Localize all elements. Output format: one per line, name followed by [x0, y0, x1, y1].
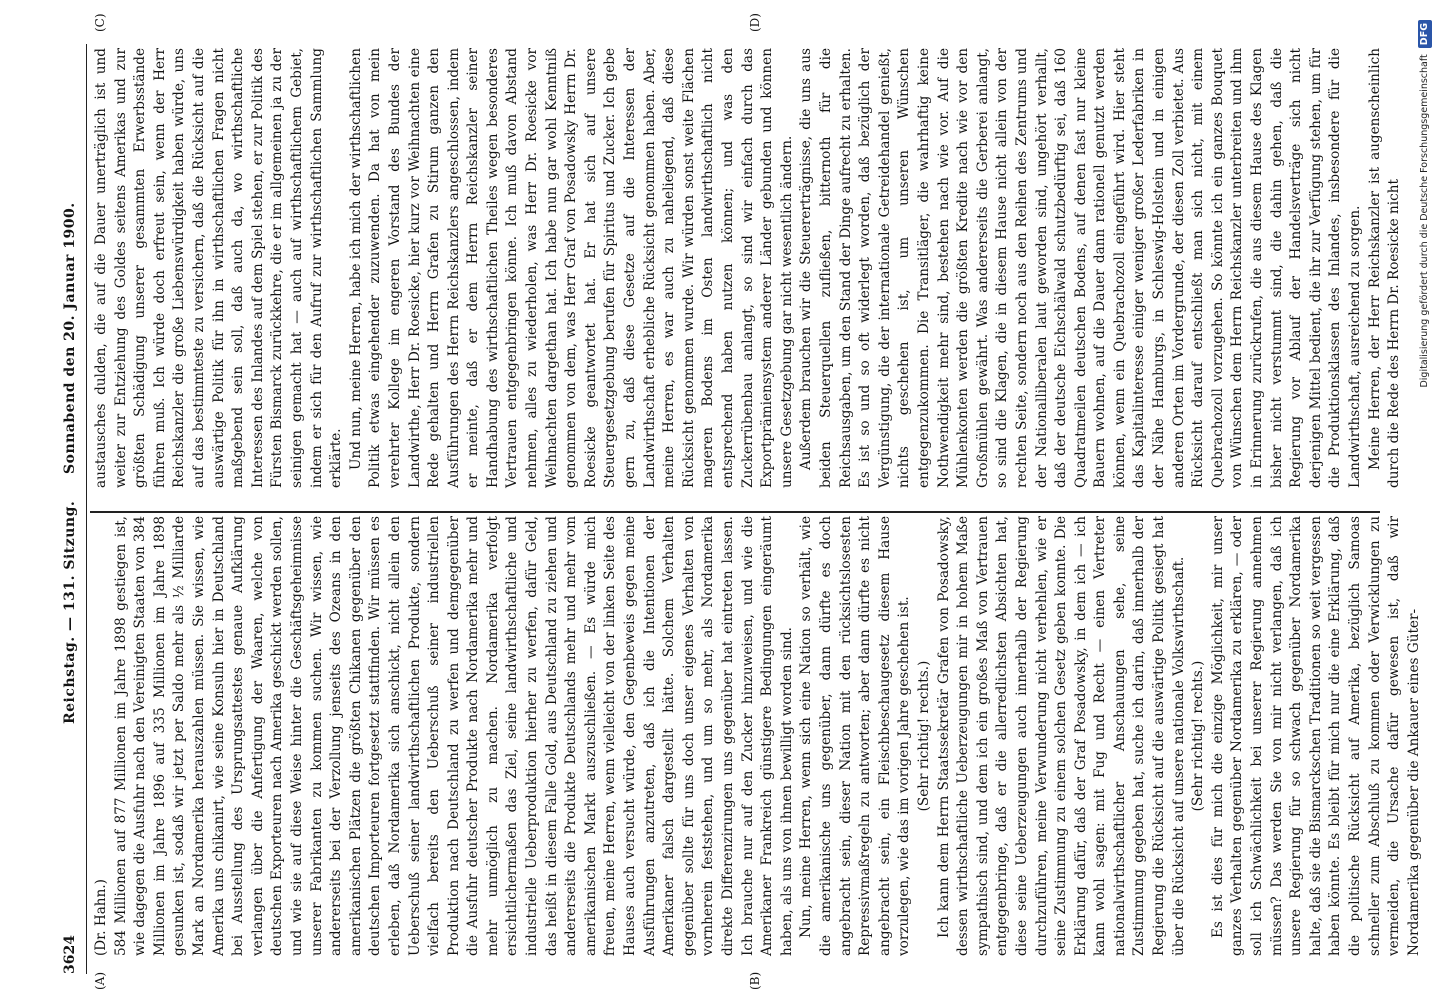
- page-header: [62, 34, 84, 974]
- session-title: Reichstag. — 131. Sitzung.: [62, 500, 78, 724]
- digitization-credit: [1418, 20, 1432, 900]
- paragraph: Außerdem brauchen wir die Steuererträgnisse, die uns aus beiden Steuerquellen zufließen, bitternoth für die Reichsausgaben, um den Stand der Dinge aufrecht zu erhalten. Es ist so und so oft widerlegt worden, daß bezüglich der Vergünstigung, die der internationale Getreidehandel genießt, nichts geschehen ist, um unseren Wünschen entgegenzukommen. Die Transitläger, die wahrhaftig keine Nothwendigkeit mehr sind, bestehen nach wie vor. Auf die Mühlenkonten werden die größten Kredite nach wie vor den Großmühlen gewährt. Was andererseits die Gerberei anlangt, so sind die Klagen, die in diesem Hause nicht allein von der rechten Seite, sondern noch aus den Reihen des Zentrums und der Nationalliberalen laut geworden sind, ungehört verhallt, daß der deutsche Eichschälwald schutzbedürftig sei, daß 160 Quadratmeilen deutschen Bodens, auf denen fast nur kleine Bauern wohnen, auf die Dauer dann rationell genutzt werden können, wenn ein Quebrachozoll eingeführt wird. Hier steht das Kapitalinteresse einiger weniger großer Lederfabriken in der Nähe Hamburgs, in Schleswig-Holstein und in einigen anderen Orten im Vordergrunde, der diesen Zoll verbietet. Aus Rücksicht darauf entschließt man sich nicht, mit einem Quebrachozoll vorzugehen. So könnte ich ein ganzes Bouquet von Wünschen dem Herrn Reichskanzler unterbreiten und ihm in Erinnerung zurückrufen, die aus diesem Hause des Klagen bisher nicht verstummt sind, die dahin gehen, daß die Regierung vor Ablauf der Handelsverträge sich nicht derjenigen Mittel bedient, die ihr zur Verfügung stehen, um für die Produktionsklassen des Inlandes, insbesondere für die Landwirthschaft, ausreichend zu sorgen.: [798, 48, 1363, 488]
- margin-label-d: (D): [748, 13, 762, 32]
- left-column: [92, 516, 1422, 956]
- interjection: (Sehr richtig! rechts.): [915, 660, 932, 812]
- page-number: 3624: [62, 935, 78, 974]
- speaker-label: (Dr. Hahn.): [93, 879, 109, 956]
- paragraph: Und nun, meine Herren, habe ich mich der wirthschaftlichen Politik etwas eingehender zuzuwenden. Da hat von mein verehrter Kollege im engeren Vorstand des Bundes der Landwirthe, Herr Dr. Roesicke, hier kurz vor Weihnachten eine Rede gehalten und Herrn Grafen zu Stirum ganzen den Ausführungen des Herrn Reichskanzlers angeschlossen, indem er meinte, daß er dem Herrn Reichskanzler seiner Handhabung des wirthschaftlichen Theiles wegen besonderes Vertrauen entgegenbringen könne. Ich muß davon Abstand nehmen, alles zu wiederholen, was Herr Dr. Roesicke vor Weihnachten dargethan hat. Ich habe nun gar wohl Kenntniß genommen von dem, was Herr Graf von Posadowsky Herrn Dr. Roesicke geantwortet hat. Er hat sich auf unsere Steuergesetzgebung berufen für Spiritus und Zucker. Ich gebe gern zu, daß diese Gesetze auf die Interessen der Landwirthschaft erhebliche Rücksicht genommen haben. Aber, meine Herren, es war auch zu naheliegend, daß diese Rücksicht genommen wurde. Wir würden sonst weite Flächen mageren Bodens im Osten landwirthschaftlich nicht entsprechend haben nutzen können; und was den Zuckerrübenbau anlangt, so sind wir einfach durch das Exportprämiensystem anderer Länder gebunden und können unsere Gesetzgebung gar nicht wesentlich ändern.: [347, 48, 795, 488]
- margin-label-c: (C): [93, 13, 107, 32]
- paragraph: 584 Millionen auf 877 Millionen im Jahre 1898 gestiegen ist, wie dagegen die Ausfuhr nach den Vereinigten Staaten von 384 Millionen im Jahre 1896 auf 335 Millionen im Jahre 1898 gesunken ist, sodaß wir jetzt per Saldo mehr als ½ Milliarde Mark an Nordamerika herauszahlen müssen. Sie wissen, wie Amerika uns chikanirt, wie seine Konsuln hier in Deutschland bei Ausstellung des Ursprungsattestes genaue Aufklärung verlangen über die Anfertigung der Waaren, welche von deutschen Exporteuren nach Amerika geschickt werden sollen, und wie sie auf diese Weise hinter die Geschäftsgeheimnisse unserer Fabrikanten zu kommen suchen. Wir wissen, wie andererseits bei der Verzollung jenseits des Ozeans in den amerikanischen Plätzen die größten Chikanen gegenüber den deutschen Importeuren fortgesetzt stattfinden. Wir müssen es erleben, daß Nordamerika sich anschickt, nicht allein den Ueberschuß seiner landwirthschaftlichen Produkte, sondern vielfach bereits den Ueberschuß seiner industriellen Produktion nach Deutschland zu werfen und demgegenüber die Ausfuhr deutscher Produkte nach Nordamerika mehr und mehr unmöglich zu machen. Nordamerika verfolgt ersichtlichermaßen das Ziel, seine landwirthschaftliche und industrielle Ueberproduktion hierher zu werfen, dafür Geld, das heißt in diesem Falle Gold, aus Deutschland zu ziehen und andererseits die Produkte Deutschlands mehr und mehr vom amerikanischen Markt auszuschließen. — Es würde mich freuen, meine Herren, wenn vielleicht von der linken Seite des Hauses auch versucht würde, den Gegenbeweis gegen meine Ausführungen anzutreten, daß ich die Intentionen der Amerikaner falsch dargestellt hätte. Solchem Verhalten gegenüber sollte für uns doch unser eigenes Verhalten von vornherein feststehen, und um so mehr, als Nordamerika direkte Differenzirungen uns gegenüber hat eintreten lassen. Ich brauche nur auf den Zucker hinzuweisen, und wie die Amerikaner Frankreich günstigere Bedingungen eingeräumt haben, als uns von ihnen bewilligt worden sind.: [112, 516, 795, 956]
- right-column: [92, 48, 1403, 488]
- paragraph: Nun, meine Herren, wenn sich eine Nation so verhält, wie die amerikanische uns gegenüber, dann dürfte es doch angebracht sein, dieser Nation mit den rücksichtslosesten Repressivmaßregeln zu antworten; aber dann dürfte es nicht angebracht sein, ein Fleischbeschaugesetz diesem Hause vorzulegen, wie das im vorigen Jahre geschehen ist.: [798, 516, 913, 956]
- header-rule: [86, 44, 87, 974]
- paragraph: austausches dulden, die auf die Dauer unerträglich ist und weiter zur Entziehung des Goldes seitens Amerikas und zur größten Schädigung unserer gesammten Erwerbsstände führen muß. Ich würde doch erfreut sein, wenn der Herr Reichskanzler die große Liebenswürdigkeit haben würde, uns auf das bestimmteste zu versichern, daß die Rücksicht auf die auswärtige Politik für ihn in wirthschaftlichen Fragen nicht maßgebend sein soll, daß auch da, wo wirthschaftliche Interessen des Inlandes auf dem Spiel stehen, er zur Politik des Fürsten Bismarck zurückkehre, die er im allgemeinen ja zu der seinigen gemacht hat — auch auf wirthschaftlichem Gebiet, indem er sich für den Aufruf zur wirthschaftlichen Sammlung erklärte.: [93, 48, 345, 488]
- column-divider: [90, 511, 1380, 513]
- dfg-logo: DFG: [1418, 20, 1432, 48]
- credit-text: Digitalisierung gefördert durch die Deutsche Forschungsgemeinschaft: [1419, 54, 1430, 388]
- interjection: (Sehr richtig! rechts.): [1190, 660, 1207, 812]
- session-date: Sonnabend den 20. Januar 1900.: [62, 202, 78, 474]
- paragraph: Ich kann dem Herrn Staatssekretär Grafen von Posadowsky, dessen wirthschaftliche Ueberzeugungen mir in hohem Maße sympathisch sind, und dem ich ein großes Maß von Vertrauen entgegenbringe, daß er die allerredlichsten Absichten hat, diese seine Ueberzeugungen auch innerhalb der Regierung durchzuführen, meine Verwunderung nicht verhehlen, wie er seine Zustimmung zu einem solchen Gesetz geben konnte. Die Erklärung dafür, daß der Graf Posadowsky, in dem ich — ich kann wohl sagen: mit Fug und Recht — einen Vertreter nationalwirthschaftlicher Anschauungen sehe, seine Zustimmung gegeben hat, suche ich darin, daß innerhalb der Regierung die Rücksicht auf die auswärtige Politik gesiegt hat über die Rücksicht auf unsere nationale Volkswirthschaft.: [935, 516, 1187, 956]
- paragraph: Meine Herren, der Herr Reichskanzler ist augenscheinlich durch die Rede des Herrn Dr. Roesicke nicht: [1366, 48, 1403, 488]
- margin-label-a: (A): [93, 971, 107, 990]
- margin-label-b: (B): [748, 971, 762, 990]
- paragraph: Es ist dies für mich die einzige Möglichkeit, mir unser ganzes Verhalten gegenüber Nordamerika zu erklären, — oder soll ich Schwächlichkeit bei unserer Regierung annehmen müssen? Das werden Sie von mir nicht verlangen, daß ich unsere Regierung für so schwach gegenüber Nordamerika halte, daß sie die Bismarckschen Traditionen so weit vergessen haben könnte. Es bleibt für mich nur die eine Erklärung, daß die politische Rücksicht auf Amerika, bezüglich Samoas schneller zum Abschluß zu kommen oder Verwicklungen zu vermeiden, die Ursache dafür gewesen ist, daß wir Nordamerika gegenüber die Ankauer eines Güter-: [1209, 516, 1422, 956]
